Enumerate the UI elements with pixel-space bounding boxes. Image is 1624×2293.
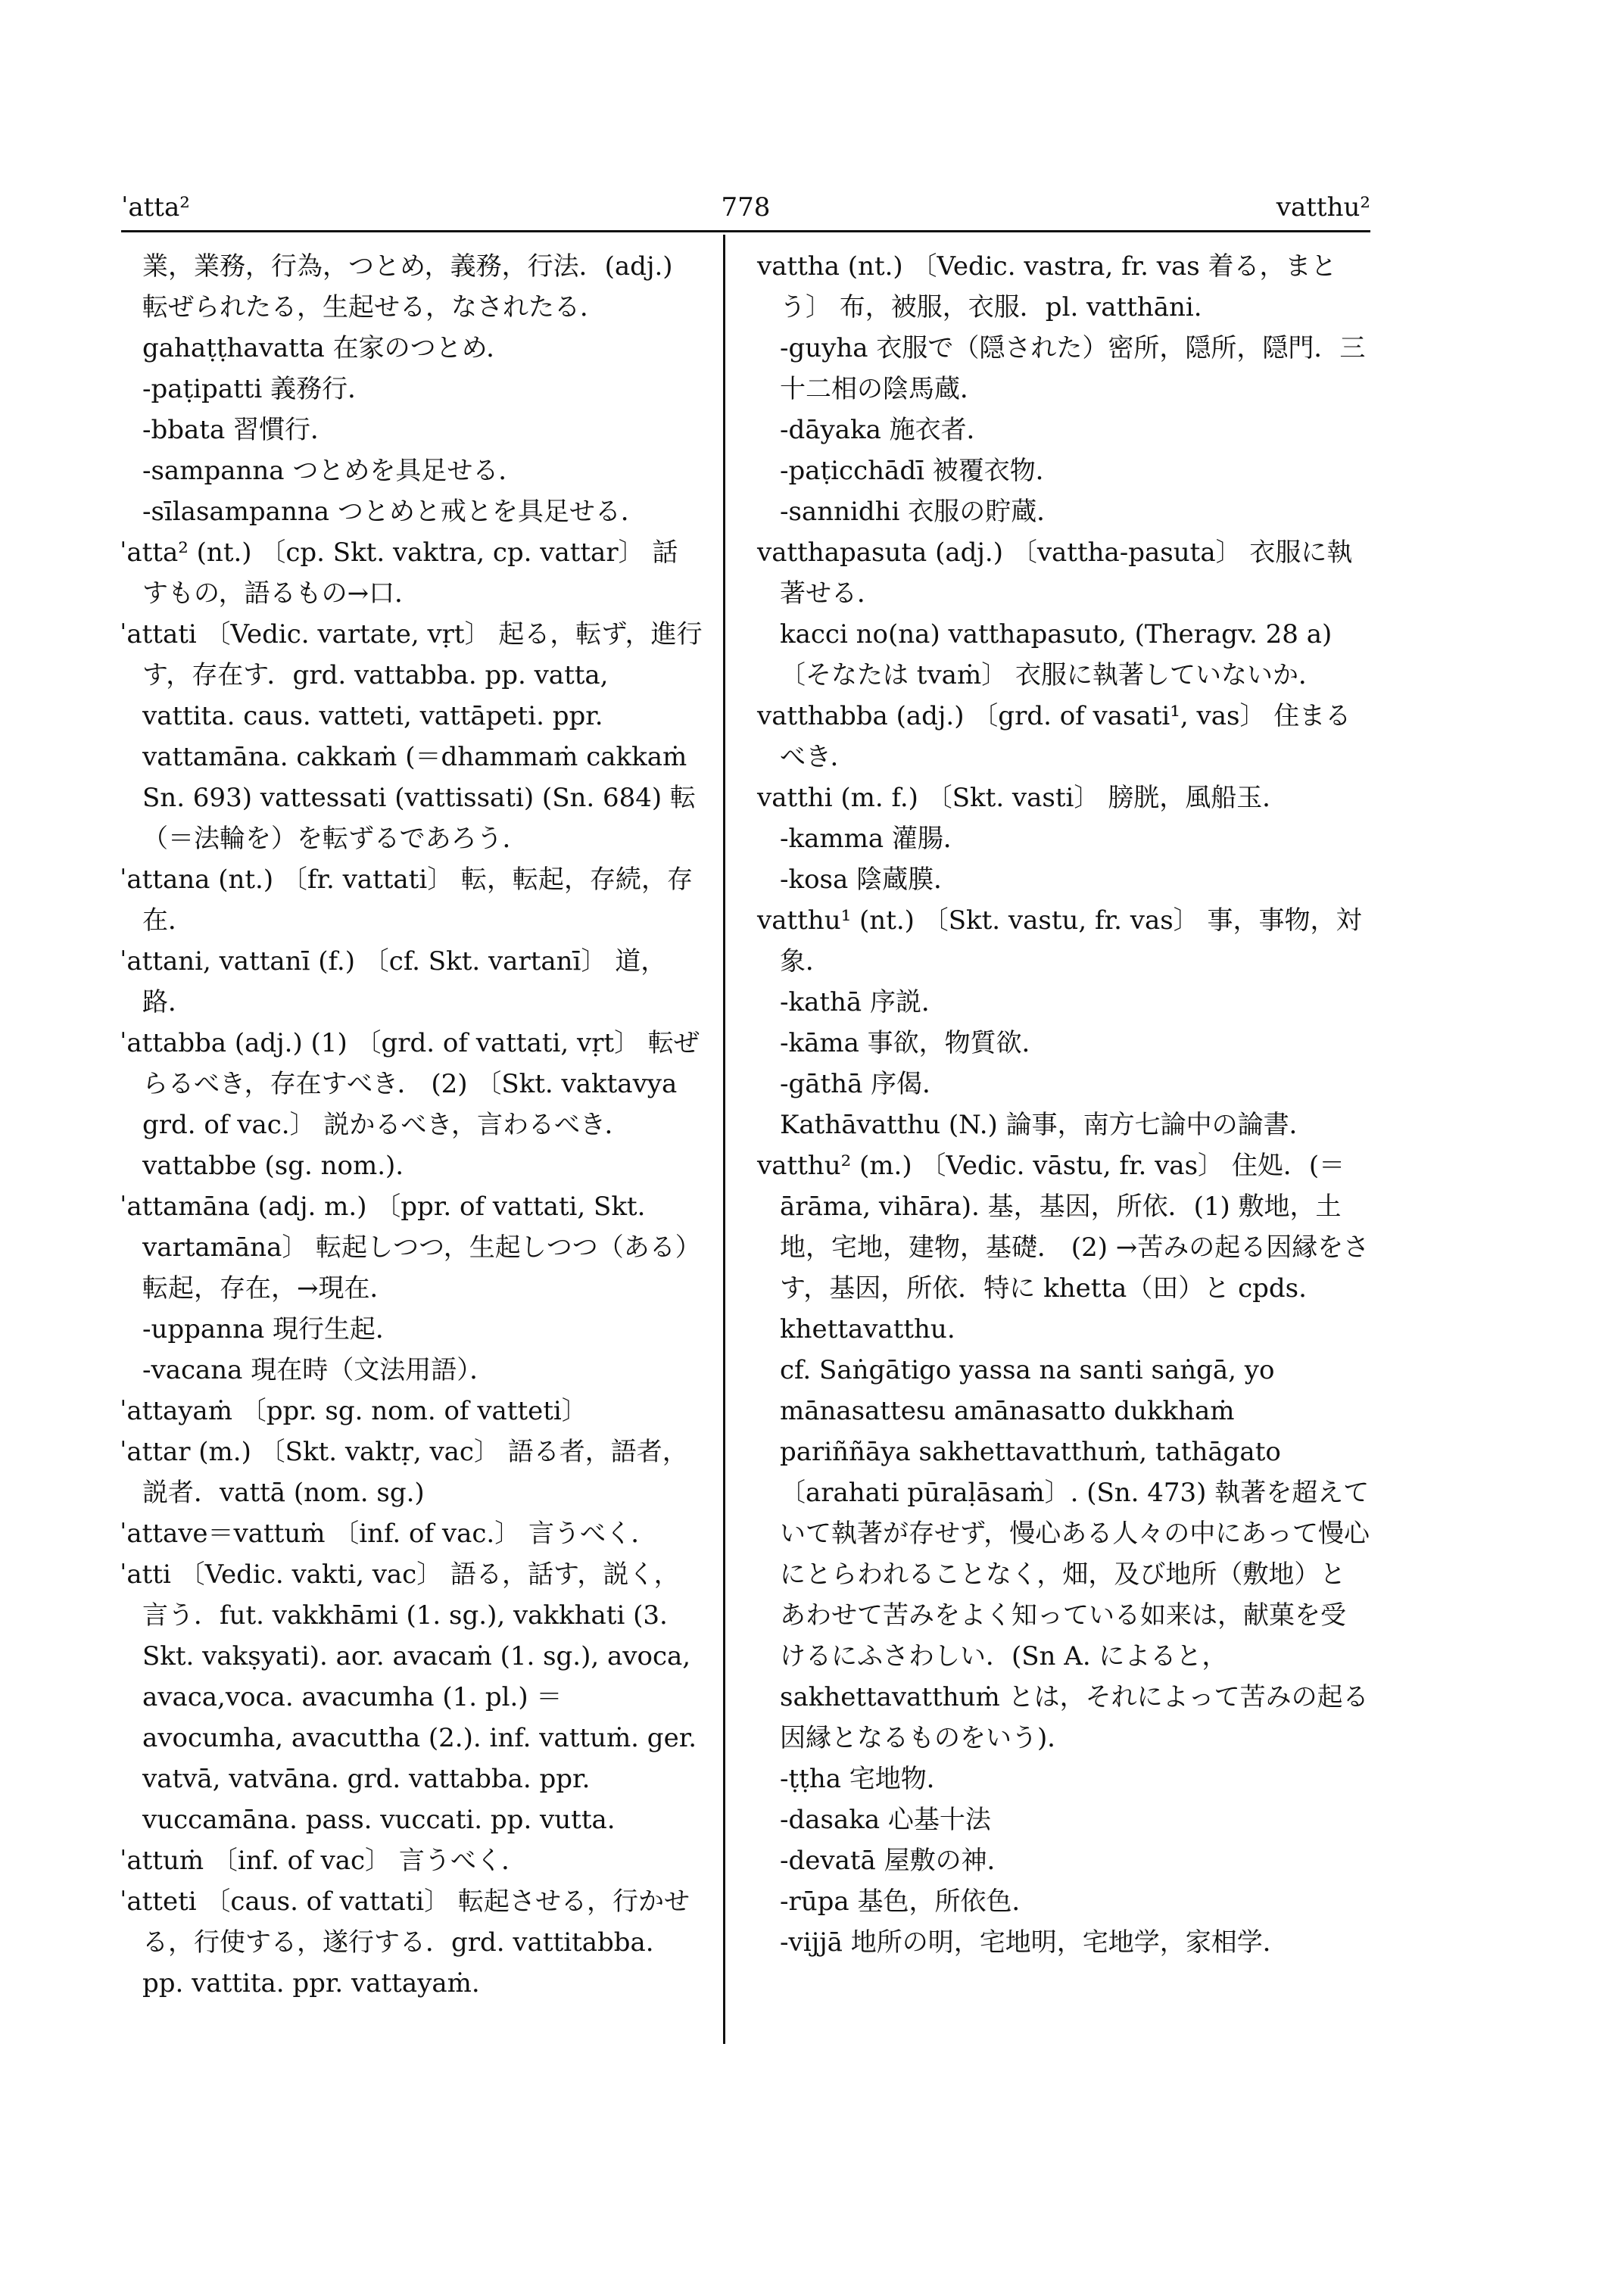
sub-entry: -gāthā 序偈． [780, 1069, 949, 1099]
sub-entry: -guyha 衣服で（隠された）密所，隠所，隠門．三十二相の陰馬蔵． [780, 333, 1366, 404]
sub-entry: -paṭicchādī 被覆衣物． [780, 456, 1061, 486]
dictionary-entry: ˈatti 〔Vedic. vakti, vac〕 語る，話す，説く，言う．fut. vakkhāmi (1. sg.), vakkhati (3. Skt. vakṣyati). aor. avacaṁ (1. sg.), avoca, avaca,voca. avacumha (1. pl.) ＝avocumha, avacuttha (2.). inf. vattuṁ. ger. vatvā, vatvāna. grd. vattabba. ppr. vuccamāna. pass. vuccati. pp. vutta. [120, 1559, 705, 1835]
page-number: 778 [721, 192, 771, 223]
running-head-left: ˈatta² [121, 192, 190, 223]
sub-entry: -kāma 事欲，物質欲． [780, 1028, 1048, 1058]
dictionary-entry: ˈattabba (adj.) (1) 〔grd. of vattati, vṛt〕 転ぜらるべき，存在すべき． (2) 〔Skt. vaktavya grd. of vac.〕 説かるべき，言わるべき． [120, 1028, 700, 1140]
right-column [757, 246, 1370, 1963]
sub-entry: -ṭṭha 宅地物． [780, 1764, 952, 1794]
dictionary-entry: vatthi (m. f.) 〔Skt. vasti〕 膀胱，風船玉． [757, 783, 1289, 813]
sub-entry: -vacana 現在時（文法用語）． [142, 1355, 496, 1385]
sub-entry: -sampanna つとめを具足せる． [142, 456, 525, 486]
sub-entry: -kosa 陰蔵膜． [780, 865, 960, 895]
dictionary-entry: ˈatta² (nt.) 〔cp. Skt. vaktra, cp. vattar〕 話すもの，語るもの→口． [120, 537, 678, 609]
column-divider [723, 235, 725, 2044]
dictionary-entry: vatthu² (m.) 〔Vedic. vāstu, fr. vas〕 住処．(＝ārāma, vihāra). 基，基因，所依．(1) 敷地，土地，宅地，建物，基礎． (2) →苦みの起る因縁をさす，基因，所依．特に khetta（田）と cpds. khettavatthu. [757, 1151, 1370, 1344]
dictionary-entry: vatthabba (adj.) 〔grd. of vasati¹, vas〕 住まるべき． [757, 701, 1351, 772]
sub-entry: -dāyaka 施衣者． [780, 415, 993, 445]
dictionary-entry: ˈattave＝vattuṁ 〔inf. of vac.〕 言うべく． [120, 1519, 657, 1549]
running-head-right: vatthu² [1276, 192, 1370, 223]
sub-entry: -kamma 灌腸． [780, 824, 969, 854]
sub-entry: -uppanna 現行生起． [142, 1314, 402, 1344]
dictionary-entry: ˈattana (nt.) 〔fr. vattati〕 転，転起，存続，存在． [120, 865, 694, 936]
dictionary-entry: vattha (nt.) 〔Vedic. vastra, fr. vas 着る，まとう〕 布，被服，衣服．pl. vatthāni. [757, 251, 1337, 322]
page-header [121, 192, 1370, 229]
dictionary-entry: ˈattuṁ 〔inf. of vac〕 言うべく． [120, 1846, 528, 1876]
entry-continuation: 業，業務，行為，つとめ，義務，行法．(adj.) 転ぜられたる，生起せる，なされたる．gahaṭṭhavatta 在家のつとめ． [142, 251, 681, 363]
dictionary-entry: ˈattayaṁ 〔ppr. sg. nom. of vatteti〕 [120, 1396, 588, 1426]
sub-entry: kacci no(na) vatthapasuto, (Theragv. 28 a) 〔そなたは tvaṁ〕 衣服に執著していないか． [780, 619, 1341, 690]
sub-entry: -paṭipatti 義務行． [142, 374, 374, 404]
sub-entry: -rūpa 基色，所依色． [780, 1886, 1038, 1917]
sub-entry: -sīlasampanna つとめと戒とを具足せる． [142, 497, 647, 527]
dictionary-entry: vatthu¹ (nt.) 〔Skt. vastu, fr. vas〕 事，事物，対象． [757, 905, 1362, 977]
dictionary-entry: vatthapasuta (adj.) 〔vattha-pasuta〕 衣服に執著せる． [757, 537, 1353, 609]
sub-entry: cf. Saṅgātigo yassa na santi saṅgā, yo mānasattesu amānasatto dukkhaṁ pariññāya sakhettavatthuṁ, tathāgato 〔arahati pūraḷāsaṁ〕. (Sn. 473) 執著を超えていて執著が存せず，慢心ある人々の中にあって慢心にとらわれることなく，畑，及び地所（敷地）とあわせて苦みをよく知っている如来は，献菓を受けるにふさわしい．(Sn A. によると，sakhettavatthuṁ とは，それによって苦みの起る因縁となるものをいう)． [780, 1355, 1370, 1753]
sub-entry: -kathā 序説． [780, 987, 947, 1017]
sub-entry: -dasaka 心基十法 [780, 1805, 991, 1835]
dictionary-entry: ˈattamāna (adj. m.) 〔ppr. of vattati, Skt. vartamāna〕 転起しつつ，生起しつつ（ある）転起，存在，→現在． [120, 1192, 701, 1304]
dictionary-entry: ˈattani, vattanī (f.) 〔cf. Skt. vartanī〕 道，路． [120, 946, 667, 1017]
sub-entry: -bbata 習慣行． [142, 415, 337, 445]
sub-entry: -vijjā 地所の明，宅地明，宅地学，家相学． [780, 1927, 1289, 1958]
sub-entry: -devatā 屋敷の神． [780, 1846, 1013, 1876]
sub-entry: vattabbe (sg. nom.). [142, 1151, 404, 1181]
sub-entry: -sannidhi 衣服の貯蔵． [780, 497, 1063, 527]
sub-entry: Kathāvatthu (N.) 論事，南方七論中の論書． [780, 1110, 1315, 1140]
header-rule [121, 230, 1370, 232]
dictionary-entry: ˈattati 〔Vedic. vartate, vṛt〕 起る，転ず，進行す，存在す．grd. vattabba. pp. vatta, vattita. caus. vatteti, vattāpeti. ppr. vattamāna. cakkaṁ (＝dhammaṁ cakkaṁ Sn. 693) vattessati (vattissati) (Sn. 684) 転（＝法輪を）を転ずるであろう． [120, 619, 703, 854]
left-column [120, 246, 703, 2004]
dictionary-entry: ˈatteti 〔caus. of vattati〕 転起させる，行かせる，行使する，遂行する．grd. vattitabba. pp. vattita. ppr. vattayaṁ. [120, 1886, 690, 1999]
dictionary-entry: ˈattar (m.) 〔Skt. vaktṛ, vac〕 語る者，語者，説者．vattā (nom. sg.) [120, 1437, 688, 1508]
